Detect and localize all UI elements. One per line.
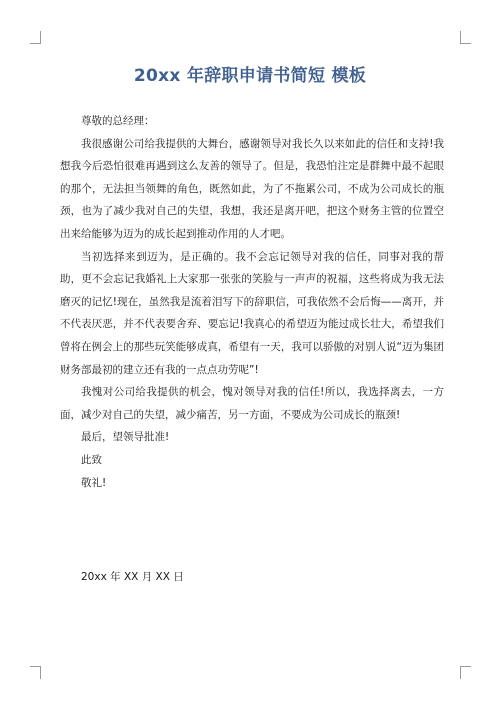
paragraph-1: 我很感谢公司给我提供的大舞台，感谢领导对我长久以来如此的信任和支持!我想我今后恐怕很难再遇到这么友善的领导了。但是，我恐怕注定是群舞中最不起眼的那个，无法担当领舞的角色，既然如此，为了不拖累公司，不成为公司成长的瓶颈，也为了减少我对自己的失望，我想，我还是离开吧，把这个财务主管的位置空出来给能够为迈为的成长起到推动作用的人才吧。	[60, 137, 444, 240]
document-title: 20xx 年辞职申请书简短 模板	[133, 66, 367, 86]
crop-mark-bottom-left	[30, 666, 41, 679]
paragraph-3: 我愧对公司给我提供的机会，愧对领导对我的信任!所以，我选择离去，一方面，减少对自己的失望，减少痛苦，另一方面，不要成为公司成长的瓶颈!	[60, 386, 444, 421]
crop-mark-bottom-right	[460, 666, 471, 679]
crop-mark-top-right	[460, 31, 471, 44]
letter-date: 20xx 年 XX 月 XX 日	[81, 571, 184, 583]
salutation: 尊敬的总经理：	[81, 115, 155, 127]
letter-body	[60, 110, 444, 494]
paragraph-2: 当初选择来到迈为，是正确的。我不会忘记领导对我的信任，同事对我的帮助，更不会忘记我婚礼上大家那一张张的笑脸与一声声的祝福，这些将成为我无法磨灭的记忆!现在，虽然我是流着泪写下的辞职信，可我依然不会后悔——离开，并不代表厌恶，并不代表要舍弃、要忘记!我真心的希望迈为能过成长壮大，希望我们曾将在例会上的那些玩笑能够成真，希望有一天，我可以骄傲的对别人说“迈为集团财务部最初的建立还有我的一点点功劳呢”!	[60, 250, 444, 376]
closing-request: 最后，望领导批准!	[81, 431, 170, 444]
closing-cizhi: 此致	[81, 453, 102, 466]
closing-jingli: 敬礼!	[81, 476, 107, 489]
crop-mark-top-left	[30, 31, 41, 44]
